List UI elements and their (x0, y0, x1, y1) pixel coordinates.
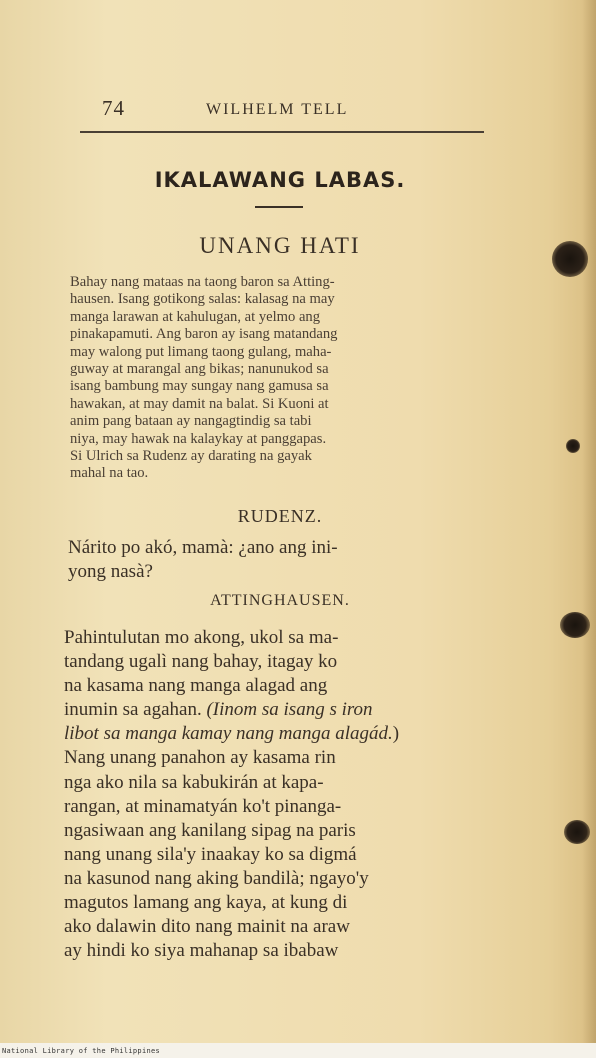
stage-direction-line: hawakan, at may damit na balat. Si Kuoni at (70, 395, 329, 412)
binding-hole (552, 241, 588, 277)
stage-direction-line: manga larawan at kahulugan, at yelmo ang (70, 308, 321, 325)
speech-line: na kasunod nang aking bandilà; ngayo'y (64, 867, 369, 889)
chapter-title: IKALAWANG LABAS. (154, 168, 406, 192)
rudenz-speech (68, 536, 480, 584)
binding-hole (566, 439, 580, 453)
stage-direction-line: isang bambung may sungay nang gamusa sa (70, 378, 329, 395)
stage-direction-line: Bahay nang mataas na taong baron sa Atting- (70, 274, 335, 290)
header-rule (80, 131, 484, 133)
speech-line: Pahintulutan mo akong, ukol sa ma- (64, 627, 339, 648)
speech-line: Nárito po akó, mamà: ¿ano ang ini- (68, 537, 338, 558)
stage-direction-line: may walong put limang taong gulang, maha- (70, 343, 332, 360)
library-watermark: National Library of the Philippines (2, 1047, 161, 1055)
speech-line: magutos lamang ang kaya, at kung di (64, 892, 348, 914)
binding-hole (560, 612, 590, 638)
attinghausen-speech (64, 626, 480, 963)
stage-direction-line: guway at marangal ang bikas; nanunukod sa (70, 361, 329, 378)
speech-line-mixed (64, 722, 480, 746)
speech-line: ako dalawin dito nang mainit na araw (64, 916, 350, 938)
speaker-rudenz: RUDENZ. (237, 506, 323, 526)
speech-line: nang unang sila'y inaakay ko sa digmá (64, 843, 357, 865)
scene-title: UNANG HATI (199, 233, 361, 258)
speech-line: ay hindi ko siya mahanap sa ibabaw (64, 940, 339, 962)
speaker-attinghausen: ATTINGHAUSEN. (210, 592, 350, 609)
stage-direction-line: mahal na tao. (70, 465, 149, 482)
speech-fragment: inumin sa agahan. (64, 699, 207, 721)
speech-line-mixed (64, 698, 480, 722)
binding-hole (564, 820, 590, 844)
stage-direction-line: anim pang bataan ay nangagtindig sa tabi (70, 413, 312, 430)
speech-line: yong nasà? (68, 560, 153, 582)
speech-fragment: ) (392, 723, 400, 745)
speech-line: Nang unang panahon ay kasama rin (64, 747, 336, 769)
stage-direction-line: hausen. Isang gotikong salas: kalasag na may (70, 291, 335, 308)
speech-line: rangan, at minamatyán ko't pinanga- (64, 795, 342, 817)
page-number: 74 (102, 96, 125, 120)
stage-direction (70, 274, 480, 483)
title-divider (255, 206, 303, 208)
stage-direction-line: Si Ulrich sa Rudenz ay darating na gayak (70, 448, 312, 465)
speech-line: na kasama nang manga alagad ang (64, 675, 328, 697)
speech-line: nga ako nila sa kabukirán at kapa- (64, 771, 324, 793)
running-title: WILHELM TELL (206, 101, 349, 118)
speech-line: tandang ugalì nang bahay, itagay ko (64, 651, 338, 673)
speech-line: ngasiwaan ang kanilang sipag na paris (64, 819, 356, 841)
stage-aside-italic: libot sa manga kamay nang manga alagád. (64, 723, 393, 745)
stage-direction-line: pinakapamuti. Ang baron ay isang matandang (70, 326, 338, 343)
stage-aside-italic: (Iinom sa isang s iron (206, 699, 373, 721)
stage-direction-line: niya, may hawak na kalaykay at panggapas. (70, 430, 327, 447)
